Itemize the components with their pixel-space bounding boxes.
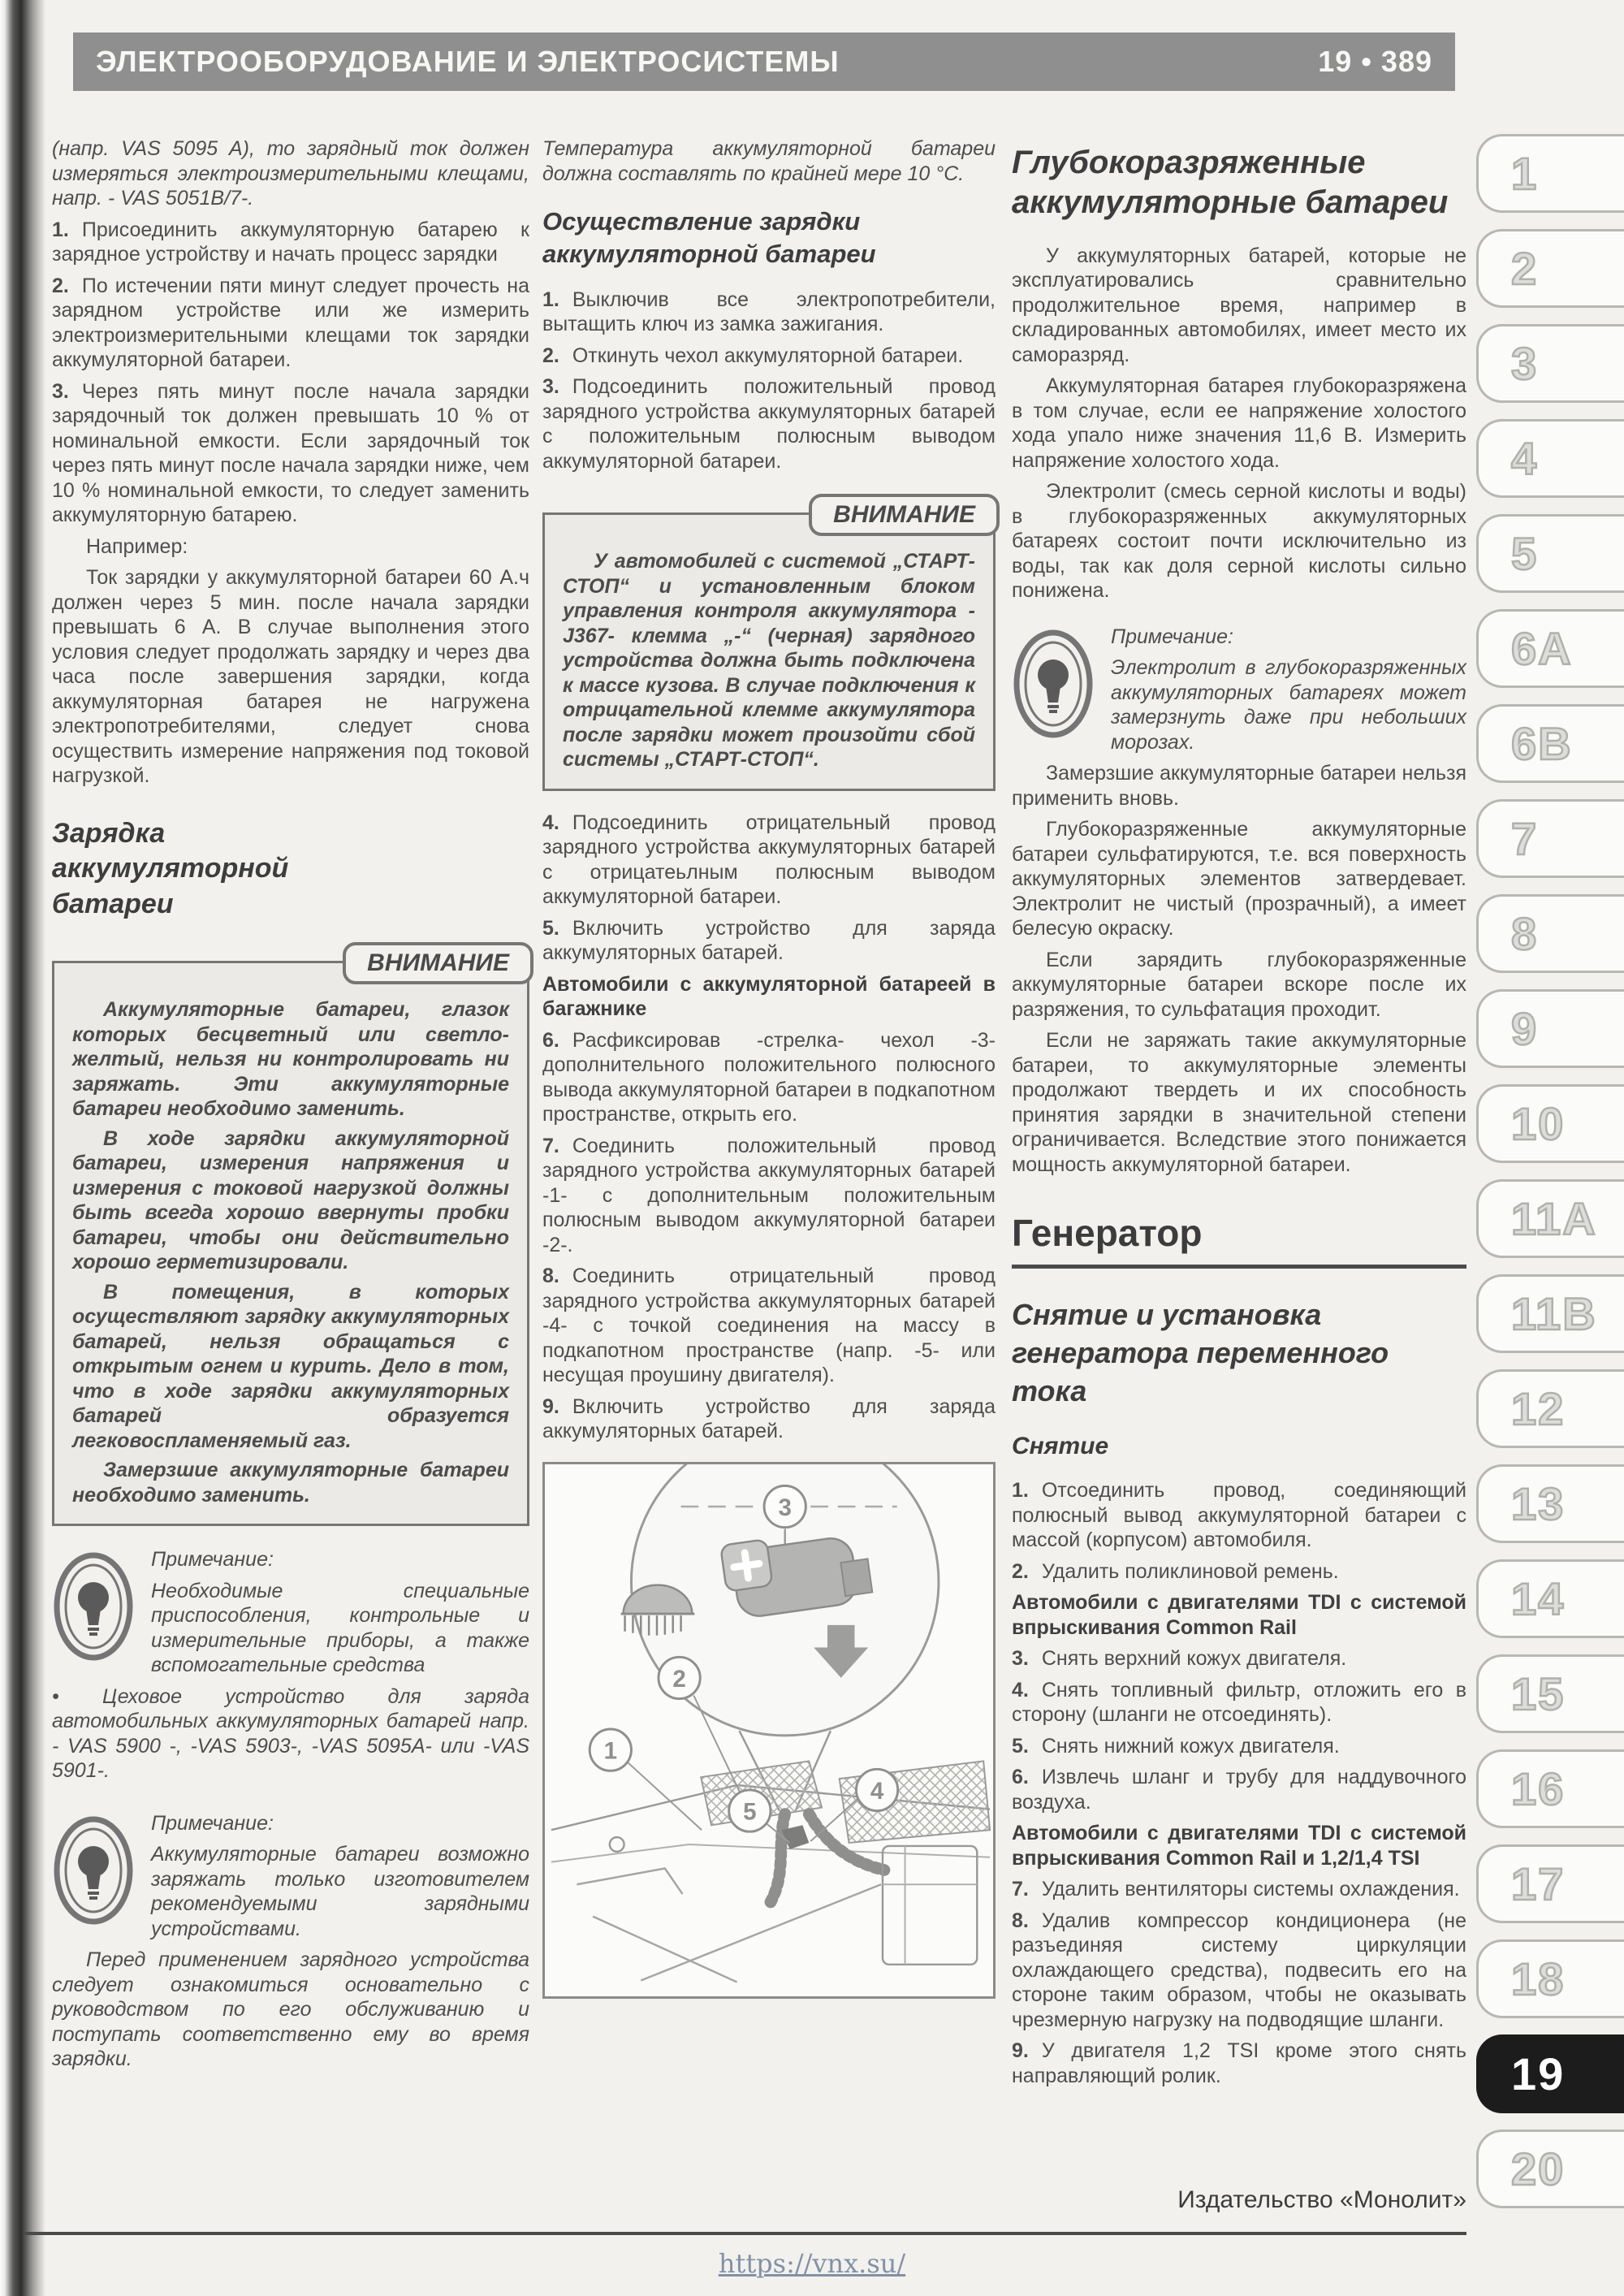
chapter-title: ЭЛЕКТРООБОРУДОВАНИЕ И ЭЛЕКТРОСИСТЕМЫ <box>96 45 840 78</box>
example-label: Например: <box>86 534 188 558</box>
subsection-heading-removal: Снятие <box>1012 1433 1109 1460</box>
step-item: 8. Удалив компрессор кондиционера (не разъединяя систему циркуляции охлаждающего средства), подвесить его на стороне таким образом, чтобы не оказывать чрезмерную нагрузку на подводящие шланги. <box>1012 1909 1466 2031</box>
chapter-header-bar <box>73 32 1455 91</box>
body-paragraph: Замерзшие аккумуляторные батареи нельзя применить вновь. <box>1012 762 1466 810</box>
figure-callout-2: 2 <box>672 1665 686 1693</box>
step-item: 1. Выключив все электропотребители, вытащить ключ из замка зажигания. <box>542 288 996 336</box>
column-middle <box>542 136 996 1999</box>
tab-label: 9 <box>1511 1003 1539 1054</box>
note-block <box>1012 625 1466 762</box>
step-item: 5. Снять нижний кожух двигателя. <box>1012 1734 1340 1758</box>
step-item: 3. Подсоединить положительный провод зарядного устройства аккумуляторных батарей с положительным полюсным выводом аккумуляторной батареи. <box>542 375 996 473</box>
note-label: Примечание: <box>151 1811 274 1835</box>
body-paragraph: Электролит (смесь серной кислоты и воды) в глубокоразряженных аккумуляторных батареях состоит почти исключительно из воды, так как доля серной кислоты сильно понижена. <box>1012 480 1466 603</box>
tab-label: 6B <box>1511 718 1573 769</box>
step-item: 3. Через пять минут после начала зарядки зарядочный ток должен превышать 10 % от номинальной емкости. Если зарядочный ток через пять минут после начала зарядки ниже, чем 10 % номинальной емкости, то следует заменить аккумуляторную батарею. <box>52 379 529 526</box>
tab-6B[interactable] <box>1476 704 1624 783</box>
step-item: 4. Снять топливный фильтр, отложить его в сторону (шланги не отсоединять). <box>1012 1678 1466 1727</box>
note-label: Примечание: <box>151 1548 274 1572</box>
tab-label: 10 <box>1511 1098 1566 1149</box>
engine-compartment-figure <box>542 1462 996 1999</box>
variant-subheading: Автомобили с аккумуляторной батареей в багажнике <box>542 972 996 1021</box>
step-item: 1. Отсоединить провод, соединяющий полюсный вывод аккумуляторной батареи с массой (корпусом) автомобиля. <box>1012 1479 1466 1552</box>
example-paragraph: Ток зарядки у аккумуляторной батареи 60 А.ч должен через 5 мин. после начала зарядки превышать 6 А. В случае выполнения этого условия следует продолжать зарядку и через два часа после завершения зарядки, когда аккумуляторная батарея не нагружена электропотребителями, следует снова осуществить измерение напряжения под токовой нагрузкой. <box>52 566 529 787</box>
body-paragraph: У аккумуляторных батарей, которые не эксплуатировались сравнительно продолжительное время, например в складированных автомобилях, имеет место их саморазряд. <box>1012 244 1466 366</box>
step-item: 6. Расфиксировав -стрелка- чехол -3- дополнительного положительного полюсного вывода аккумуляторной батареи в подкапотном пространстве, открыть его. <box>542 1028 996 1126</box>
book-binding-shadow <box>0 0 45 2296</box>
warning-paragraph: Замерзшие аккумуляторные батареи необходимо заменить. <box>72 1459 509 1507</box>
tab-label: 4 <box>1511 433 1539 484</box>
body-paragraph: Если зарядить глубокоразряженные аккумуляторные батареи вскоре после их разряжения, то сульфатация проходит. <box>1012 948 1466 1021</box>
page-number: 19 • 389 <box>1318 45 1432 78</box>
warning-paragraph: В помещения, в которых осуществляют зарядку аккумуляторных батарей, нельзя обращаться с открытым огнем и курить. Дело в том, что в ходе зарядки аккумуляторных батарей образуется легковоспламеняемый газ. <box>72 1280 509 1452</box>
tab-18[interactable] <box>1476 1939 1624 2018</box>
step-item: 2. Удалить поликлиновой ремень. <box>1012 1559 1339 1583</box>
warning-label: ВНИМАНИЕ <box>343 942 533 984</box>
warning-label: ВНИМАНИЕ <box>809 494 1000 536</box>
tab-label: 11A <box>1511 1193 1597 1244</box>
step-item: 7. Удалить вентиляторы системы охлаждения. <box>1012 1878 1460 1901</box>
engine-figure-drawing <box>545 1464 993 1996</box>
tab-15[interactable] <box>1476 1654 1624 1733</box>
note-label: Примечание: <box>1111 625 1233 648</box>
note-bullet-item: • Цеховое устройство для заряда автомобильных аккумуляторных батарей напр. - VAS 5900 -, -VAS 5903-, -VAS 5095A- или -VAS 5901-. <box>52 1684 529 1783</box>
tab-20[interactable] <box>1476 2130 1624 2208</box>
publisher-credit: Издательство «Монолит» <box>1177 2186 1466 2213</box>
tab-label: 11B <box>1511 1288 1597 1339</box>
step-item: 9. Включить устройство для заряда аккумуляторных батарей. <box>542 1394 996 1443</box>
section-heading-generator: Генератор <box>1012 1211 1466 1269</box>
tab-14[interactable] <box>1476 1559 1624 1638</box>
footer-divider <box>24 2232 1466 2235</box>
tab-label: 20 <box>1511 2143 1566 2194</box>
warning-paragraph: У автомобилей с системой „СТАРТ-СТОП“ и установленным блоком управления контроля аккумулятора -J367- клемма „-“ (черная) зарядного устройства должна быть подключена к массе кузова. В случае подключения к отрицательной клемме аккумулятора после зарядки может произойти сбой системы „СТАРТ-СТОП“. <box>563 550 975 772</box>
tab-13[interactable] <box>1476 1464 1624 1543</box>
step-item: 4. Подсоединить отрицательный провод зарядного устройства аккумуляторных батарей с отрицатеьлным полюсным выводом аккумуляторной батареи. <box>542 811 996 909</box>
note-block <box>52 1547 529 1790</box>
step-item: 1. Присоединить аккумуляторную батарею к зарядное устройству и начать процесс зарядки <box>52 218 529 266</box>
tab-3[interactable] <box>1476 324 1624 403</box>
tab-7[interactable] <box>1476 799 1624 878</box>
intro-paragraph: Температура аккумуляторной батареи должна составлять по крайней мере 10 °C. <box>542 137 996 185</box>
tab-2[interactable] <box>1476 229 1624 308</box>
body-paragraph: Глубокоразряженные аккумуляторные батареи сульфатируются, т.е. вся поверхность аккумуляторных элементов затвердевает. Электролит не чистый (прозрачный), а имеет белесую окраску. <box>1012 818 1466 940</box>
tab-label: 19 <box>1511 2048 1566 2099</box>
note-text: Электролит в глубокоразряженных аккумуляторных батареях может замерзнуть даже при небольших морозах. <box>1111 656 1466 754</box>
tab-8[interactable] <box>1476 894 1624 973</box>
variant-subheading: Автомобили с двигателями TDI с системой впрыскивания Common Rail <box>1012 1591 1466 1639</box>
body-paragraph: Если не заряжать такие аккумуляторные батареи, то аккумуляторные элементы продолжают твердеть и их способность принятия зарядки в значительной степени ограничивается. Вследствие этого понижается мощность аккумуляторной батареи. <box>1012 1029 1466 1176</box>
tab-12[interactable] <box>1476 1369 1624 1448</box>
tab-label: 14 <box>1511 1573 1566 1624</box>
tab-1[interactable] <box>1476 134 1624 213</box>
tab-label: 18 <box>1511 1953 1566 2004</box>
warning-box <box>52 949 529 1526</box>
tab-10[interactable] <box>1476 1084 1624 1163</box>
tab-rail <box>1474 0 1624 2296</box>
tab-4[interactable] <box>1476 419 1624 498</box>
note-block <box>52 1811 529 2078</box>
tab-label: 12 <box>1511 1383 1566 1434</box>
intro-paragraph: (напр. VAS 5095 A), то зарядный ток должен измеряться электроизмерительными клещами, напр. - VAS 5051B/7-. <box>52 137 529 210</box>
tab-label: 5 <box>1511 528 1539 579</box>
tab-17[interactable] <box>1476 1844 1624 1923</box>
site-url-link[interactable]: https://vnx.su/ <box>718 2248 906 2279</box>
step-item: 5. Включить устройство для заряда аккумуляторных батарей. <box>542 916 996 965</box>
note-bulb-icon <box>52 1814 135 1926</box>
tab-11B[interactable] <box>1476 1274 1624 1353</box>
section-heading-deep-discharge: Глубокоразряженные аккумуляторные батареи <box>1012 145 1449 220</box>
step-item: 2. По истечении пяти минут следует прочесть на зарядном устройстве или же измерить электроизмерительными клещами ток зарядки аккумуляторной батареи. <box>52 274 529 371</box>
section-heading-charging: Зарядка аккумуляторной батареи <box>52 817 289 919</box>
tab-label: 2 <box>1511 243 1539 294</box>
tab-label: 8 <box>1511 908 1539 959</box>
tab-label: 17 <box>1511 1858 1566 1909</box>
step-item: 2. Откинуть чехол аккумуляторной батареи. <box>542 344 964 367</box>
tab-9[interactable] <box>1476 989 1624 1068</box>
figure-callout-3: 3 <box>778 1494 792 1521</box>
tab-label: 16 <box>1511 1763 1566 1814</box>
figure-callout-5: 5 <box>743 1798 757 1826</box>
tab-label: 1 <box>1511 148 1539 199</box>
step-item: 7. Соединить положительный провод зарядного устройства аккумуляторных батарей -1- с дополнительным положительным полюсным выводом аккумуляторной батареи -2-. <box>542 1134 996 1256</box>
tab-label: 13 <box>1511 1478 1566 1529</box>
note-bulb-icon <box>1012 628 1095 740</box>
tab-11A[interactable] <box>1476 1179 1624 1258</box>
note-text: Перед применением зарядного устройства следует ознакомиться основательно с руководством по его обслуживанию и поступать соответственно ему во время зарядки. <box>52 1948 529 2071</box>
warning-box <box>542 501 996 791</box>
figure-callout-4: 4 <box>870 1777 884 1805</box>
step-item: 6. Извлечь шланг и трубу для наддувочного воздуха. <box>1012 1766 1466 1814</box>
note-text: Аккумуляторные батареи возможно заряжать только изготовителем рекомендуемыми зарядными устройствами. <box>151 1843 529 1940</box>
variant-subheading: Автомобили с двигателями TDI с системой впрыскивания Common Rail и 1,2/1,4 TSI <box>1012 1822 1466 1870</box>
tab-label: 6A <box>1511 623 1573 674</box>
column-right <box>1012 136 1466 2095</box>
warning-paragraph: В ходе зарядки аккумуляторной батареи, измерения напряжения и измерения с токовой нагрузкой должны быть всегда хорошо ввернуты пробки батареи, чтобы они действительно хорошо герметизировали. <box>72 1126 509 1274</box>
subsection-heading-removal-install: Снятие и установка генератора переменного тока <box>1012 1298 1389 1407</box>
note-text: Необходимые специальные приспособления, контрольные и измерительные приборы, а также вспомогательные средства <box>151 1579 529 1677</box>
tab-6A[interactable] <box>1476 609 1624 688</box>
tab-label: 15 <box>1511 1668 1566 1719</box>
tab-label: 7 <box>1511 813 1539 864</box>
section-heading-procedure: Осуществление зарядки аккумуляторной батареи <box>542 207 876 269</box>
column-left <box>52 136 529 2078</box>
body-paragraph: Аккумуляторная батарея глубокоразряжена в том случае, если ее напряжение холостого хода упало ниже значения 11,6 В. Измерить напряжение холостого хода. <box>1012 374 1466 472</box>
warning-paragraph: Аккумуляторные батареи, глазок которых бесцветный или светло-желтый, нельзя ни контролировать ни заряжать. Эти аккумуляторные батареи необходимо заменить. <box>72 998 509 1121</box>
step-item: 3. Снять верхний кожух двигателя. <box>1012 1647 1347 1671</box>
tab-16[interactable] <box>1476 1749 1624 1828</box>
tab-19[interactable] <box>1476 2034 1624 2113</box>
site-url-wrap <box>0 2248 1624 2279</box>
tab-5[interactable] <box>1476 514 1624 593</box>
tab-label: 3 <box>1511 338 1539 389</box>
step-item: 9. У двигателя 1,2 TSI кроме этого снять направляющий ролик. <box>1012 2039 1466 2087</box>
step-item: 8. Соединить отрицательный провод зарядного устройства аккумуляторных батарей -4- с точкой соединения на массу в подкапотном пространстве (напр. -5- или несущая проушину двигателя). <box>542 1265 996 1387</box>
note-bulb-icon <box>52 1550 135 1663</box>
figure-callout-1: 1 <box>603 1737 618 1765</box>
